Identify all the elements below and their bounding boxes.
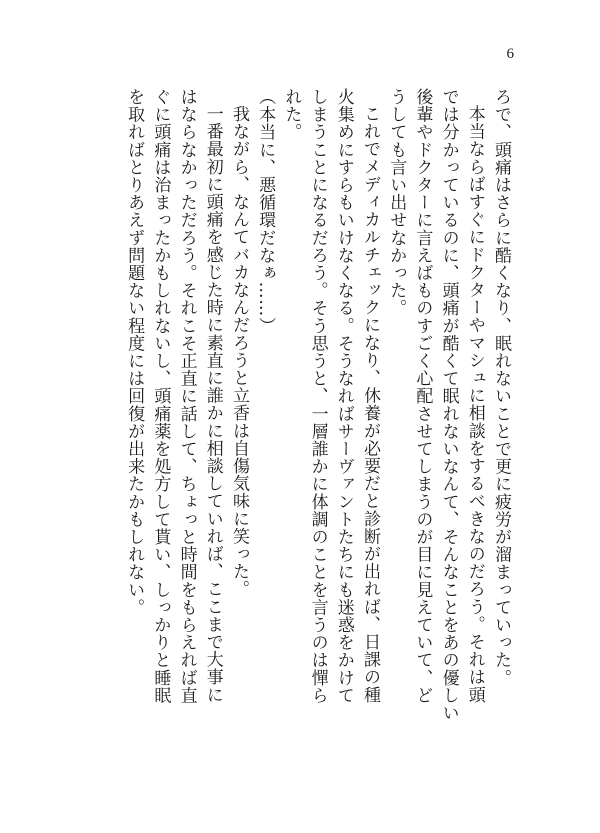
text-line: 火集めにすらもいけなくなる。そうなればサーヴァントたちにも迷惑をかけて bbox=[333, 88, 354, 704]
text-line: 一番最初に頭痛を感じた時に素直に誰かに相談していれば、ここまで大事に bbox=[202, 105, 223, 704]
text-line: うしても言い出せなかった。 bbox=[386, 88, 407, 317]
text-line: れた。 bbox=[281, 88, 302, 141]
body-text bbox=[74, 88, 514, 748]
page-number: 6 bbox=[506, 46, 514, 62]
text-line: ろで、頭痛はさらに酷くなり、眠れないことで更に疲労が溜まっていった。 bbox=[491, 88, 511, 687]
text-line: では分かっているのに、頭痛が酷くて眠れないなんて、そんなことをあの優しい bbox=[438, 88, 459, 722]
text-line: 我ながら、なんてバカなんだろうと立香は自傷気味に笑った。 bbox=[228, 105, 249, 598]
text-line: しまうことになるだろう。そう思うと、一層誰かに体調のことを言うのは憚ら bbox=[307, 88, 328, 704]
text-line: これでメディカルチェックになり、休養が必要だと診断が出れば、日課の種 bbox=[359, 105, 380, 704]
text-line: 本当ならばすぐにドクターやマシュに相談をするべきなのだろう。それは頭 bbox=[464, 105, 485, 704]
text-line: （本当に、悪循環だなぁ……） bbox=[255, 88, 276, 335]
text-line: ぐに頭痛は治まったかもしれないし、頭痛薬を処方して貰い、しっかりと睡眠 bbox=[150, 88, 171, 704]
text-line: 後輩やドクターに言えばものすごく心配させてしまうのが目に見えていて、ど bbox=[412, 88, 433, 704]
text-line: はならなかっただろう。それこそ正直に話して、ちょっと時間をもらえれば直 bbox=[176, 88, 197, 704]
text-line: を取ればとりあえず問題ない程度には回復が出来たかもしれない。 bbox=[124, 88, 145, 616]
